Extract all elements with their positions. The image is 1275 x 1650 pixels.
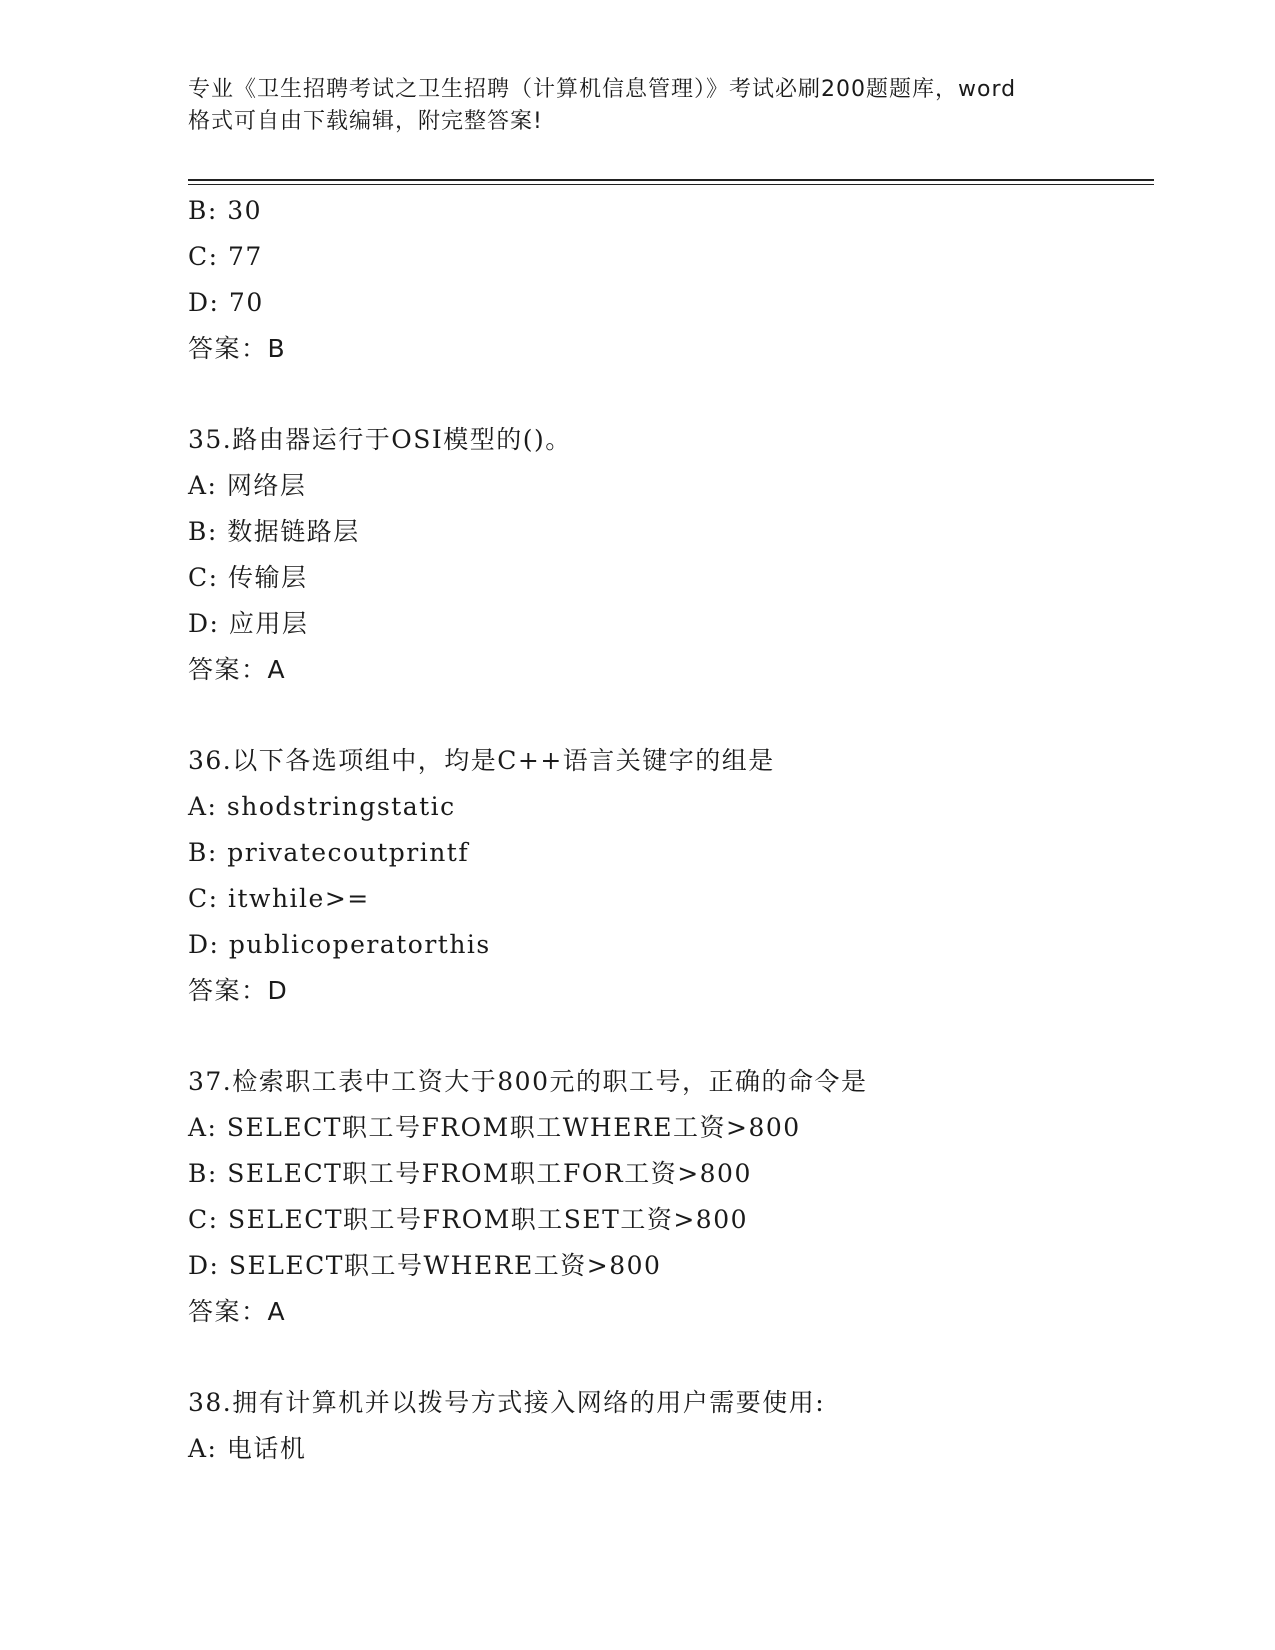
option-b: B: SELECT职工号FROM职工FOR工资>800	[188, 1159, 752, 1188]
option-b: B: 30	[188, 196, 263, 225]
question-35	[188, 417, 1148, 693]
header-divider	[188, 179, 1154, 181]
option-d: D: 应用层	[188, 609, 309, 638]
option-a: A: 网络层	[188, 471, 307, 500]
header-line-1: 专业《卫生招聘考试之卫生招聘（计算机信息管理）》考试必刷200题题库，word	[188, 77, 1017, 102]
question-text: 36.以下各选项组中，均是C++语言关键字的组是	[188, 746, 775, 775]
header-divider-thin	[188, 184, 1154, 185]
question-list	[188, 188, 1148, 1472]
question-38	[188, 1380, 1148, 1472]
document-header	[188, 74, 1088, 138]
option-d: D: SELECT职工号WHERE工资>800	[188, 1251, 662, 1280]
question-37	[188, 1059, 1148, 1335]
option-a: A: SELECT职工号FROM职工WHERE工资>800	[188, 1113, 801, 1142]
answer: 答案：B	[188, 334, 287, 363]
option-c: C: SELECT职工号FROM职工SET工资>800	[188, 1205, 749, 1234]
option-c: C: 77	[188, 242, 263, 271]
question-text: 38.拥有计算机并以拨号方式接入网络的用户需要使用:	[188, 1388, 826, 1417]
option-a: A: 电话机	[188, 1434, 307, 1463]
answer: 答案：D	[188, 976, 289, 1005]
header-line-2: 格式可自由下载编辑，附完整答案!	[188, 109, 543, 134]
option-b: B: 数据链路层	[188, 517, 360, 546]
option-a: A: shodstringstatic	[188, 792, 456, 821]
option-d: D: publicoperatorthis	[188, 930, 491, 959]
option-d: D: 70	[188, 288, 264, 317]
option-b: B: privatecoutprintf	[188, 838, 470, 867]
question-34-tail	[188, 188, 1148, 372]
answer: 答案：A	[188, 655, 287, 684]
question-text: 37.检索职工表中工资大于800元的职工号，正确的命令是	[188, 1067, 868, 1096]
option-c: C: itwhile>=	[188, 884, 370, 913]
question-text: 35.路由器运行于OSI模型的()。	[188, 425, 572, 454]
option-c: C: 传输层	[188, 563, 308, 592]
question-36	[188, 738, 1148, 1014]
answer: 答案：A	[188, 1297, 287, 1326]
